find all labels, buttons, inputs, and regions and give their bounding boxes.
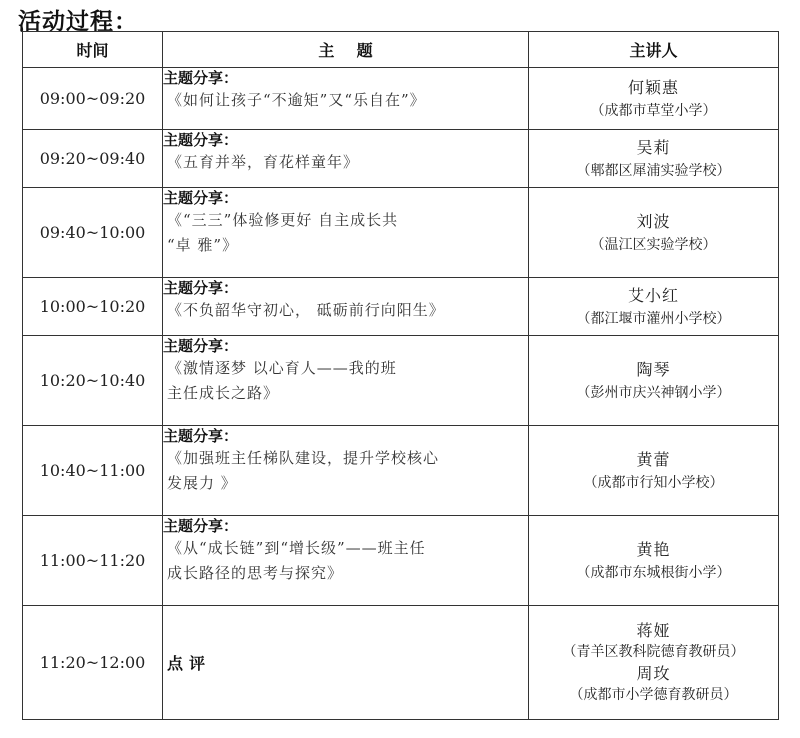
topic-review-label: 点评 — [167, 654, 212, 673]
speaker-organization: （郫都区犀浦实验学校） — [576, 162, 731, 179]
topic-cell — [163, 68, 529, 130]
speaker-name: 蒋娅 — [636, 620, 671, 640]
topic-label: 主题分享： — [163, 131, 239, 149]
topic-title-line: 《从“成长链”到“增长级”——班主任 — [167, 539, 426, 557]
table-row — [23, 68, 779, 130]
topic-cell — [163, 336, 529, 426]
time-cell: 09:00~09:20 — [23, 68, 163, 130]
topic-title-line: 成长路径的思考与探究》 — [167, 564, 344, 582]
topic-label: 主题分享： — [163, 279, 239, 297]
table-row — [23, 336, 779, 426]
speaker-name: 黄艳 — [636, 539, 671, 559]
topic-cell — [163, 188, 529, 278]
speaker-organization: （成都市行知小学校） — [583, 474, 724, 491]
speaker-cell — [529, 606, 779, 720]
speaker-cell — [529, 130, 779, 188]
topic-title-line: 《不负韶华守初心， 砥砺前行向阳生》 — [167, 301, 445, 319]
topic-cell — [163, 606, 529, 720]
column-header-speaker: 主讲人 — [529, 32, 779, 68]
speaker-organization: （温江区实验学校） — [590, 236, 717, 253]
speaker-name: 吴莉 — [636, 137, 671, 157]
table-row — [23, 278, 779, 336]
section-heading: 活动过程： — [18, 9, 138, 35]
topic-title-line: 发展力 》 — [167, 474, 237, 492]
table-header-row — [23, 32, 779, 68]
speaker-name: 刘波 — [636, 211, 671, 231]
speaker-name: 周玫 — [636, 663, 671, 683]
speaker-name: 何颖惠 — [627, 77, 679, 97]
speaker-organization: （彭州市庆兴神钢小学） — [576, 384, 731, 401]
speaker-cell — [529, 336, 779, 426]
table-row — [23, 188, 779, 278]
topic-cell — [163, 278, 529, 336]
speaker-cell — [529, 68, 779, 130]
topic-label: 主题分享： — [163, 517, 239, 535]
time-cell: 09:40~10:00 — [23, 188, 163, 278]
table-row — [23, 426, 779, 516]
topic-title-line: 《激情逐梦 以心育人——我的班 — [167, 359, 397, 377]
time-cell: 11:00~11:20 — [23, 516, 163, 606]
topic-title-line: 《“三三”体验修更好 自主成长共 — [167, 211, 399, 229]
speaker-organization: （成都市小学德育教研员） — [569, 686, 738, 703]
topic-label: 主题分享： — [163, 189, 239, 207]
topic-title-line: “卓 雅”》 — [167, 236, 239, 254]
speaker-cell — [529, 516, 779, 606]
column-header-time: 时间 — [23, 32, 163, 68]
topic-title-line: 《五育并举，育花样童年》 — [167, 153, 360, 171]
table-row — [23, 130, 779, 188]
topic-title-line: 《加强班主任梯队建设，提升学校核心 — [167, 449, 440, 467]
topic-cell — [163, 426, 529, 516]
time-cell: 10:40~11:00 — [23, 426, 163, 516]
table-row — [23, 516, 779, 606]
time-cell: 09:20~09:40 — [23, 130, 163, 188]
speaker-name: 陶琴 — [636, 359, 671, 379]
speaker-cell — [529, 278, 779, 336]
topic-label: 主题分享： — [163, 69, 239, 87]
speaker-organization: （都江堰市灌州小学校） — [576, 310, 731, 327]
speaker-organization: （成都市草堂小学） — [590, 102, 717, 119]
speaker-cell — [529, 188, 779, 278]
speaker-name: 艾小红 — [627, 285, 679, 305]
time-cell: 10:00~10:20 — [23, 278, 163, 336]
topic-cell — [163, 516, 529, 606]
speaker-organization: （青羊区教科院德育教研员） — [562, 643, 745, 660]
topic-label: 主题分享： — [163, 427, 239, 445]
speaker-organization: （成都市东城根街小学） — [576, 564, 731, 581]
speaker-cell — [529, 426, 779, 516]
time-cell: 10:20~10:40 — [23, 336, 163, 426]
topic-cell — [163, 130, 529, 188]
schedule-table — [22, 31, 779, 720]
table-row — [23, 606, 779, 720]
topic-label: 主题分享： — [163, 337, 239, 355]
topic-title-line: 主任成长之路》 — [167, 384, 280, 402]
topic-title-line: 《如何让孩子“不逾矩”又“乐自在”》 — [167, 91, 426, 109]
column-header-topic: 主 题 — [163, 32, 529, 68]
time-cell: 11:20~12:00 — [23, 606, 163, 720]
speaker-name: 黄蕾 — [636, 449, 671, 469]
